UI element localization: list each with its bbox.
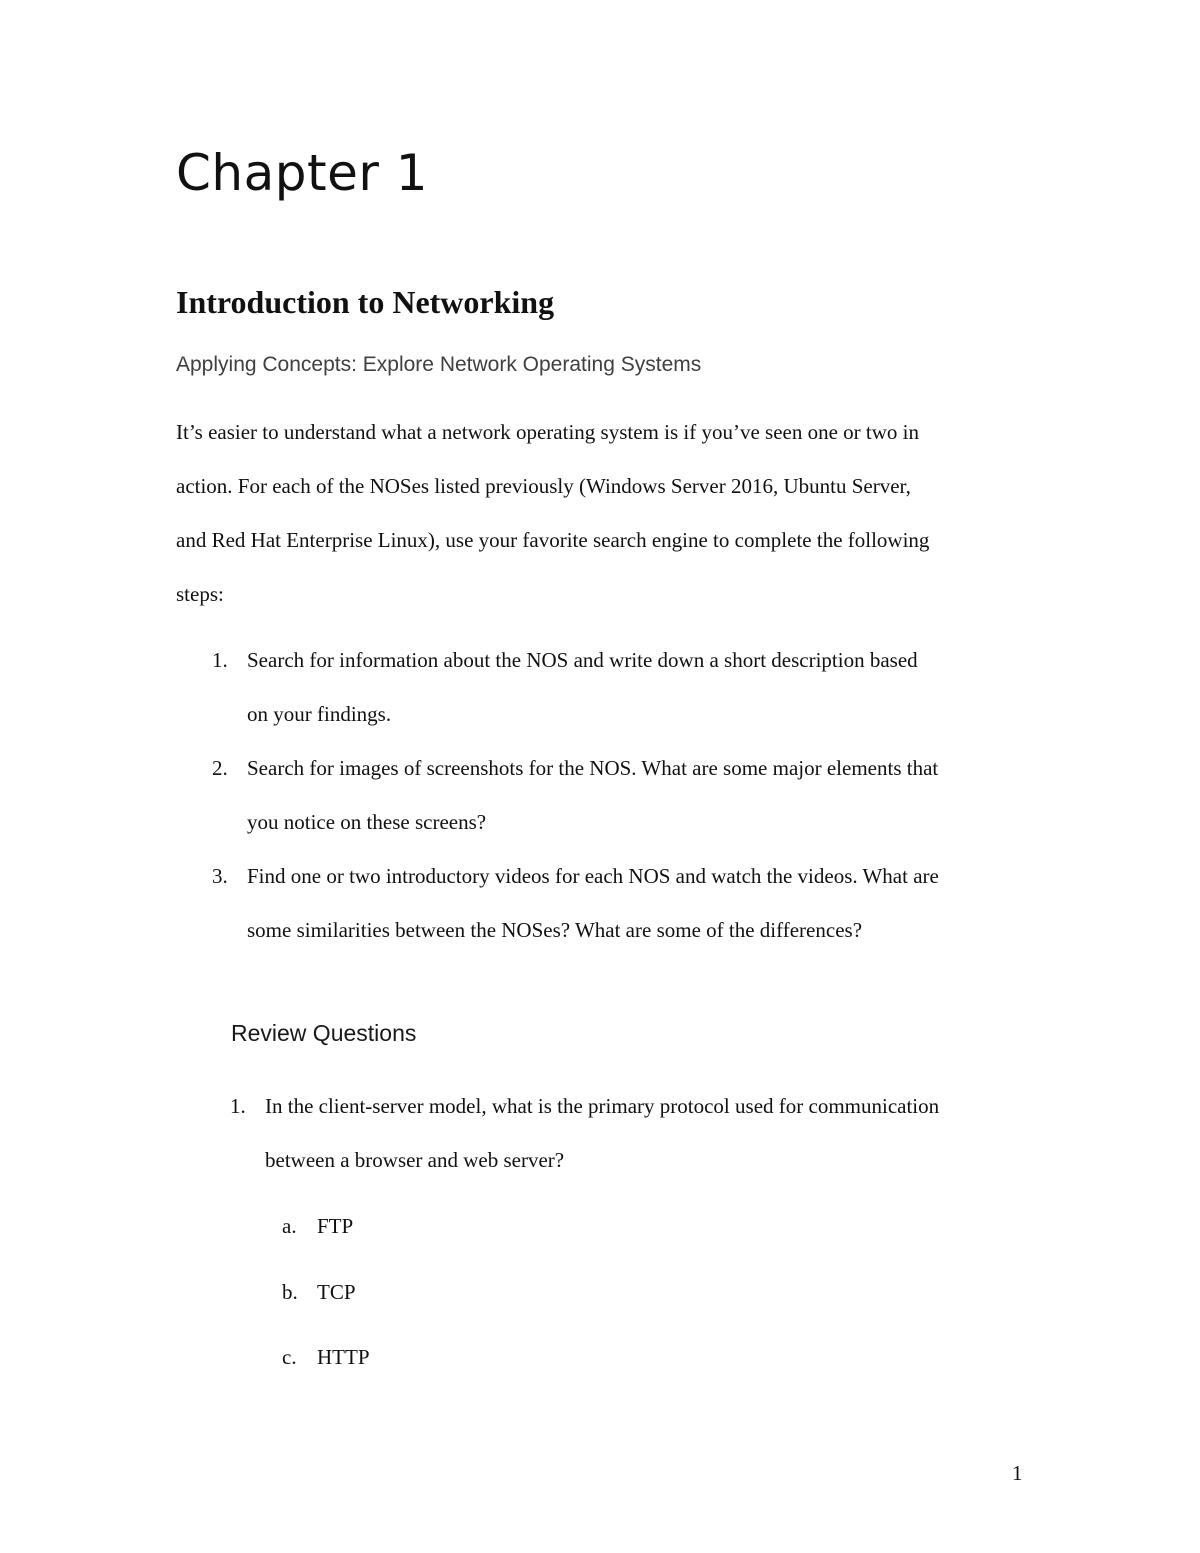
intro-paragraph-line: action. For each of the NOSes listed previously (Windows Server 2016, Ubuntu Server, bbox=[176, 474, 911, 498]
step-number: 1. bbox=[212, 648, 228, 672]
review-questions-heading: Review Questions bbox=[231, 1020, 417, 1046]
question-text-line: between a browser and web server? bbox=[265, 1148, 565, 1172]
step-text-line: some similarities between the NOSes? What are some of the differences? bbox=[247, 918, 863, 942]
option-letter: a. bbox=[282, 1214, 297, 1238]
option-text: FTP bbox=[317, 1214, 354, 1238]
question-number: 1. bbox=[230, 1094, 246, 1118]
section-title: Introduction to Networking bbox=[176, 284, 555, 320]
page-number: 1 bbox=[1012, 1461, 1023, 1485]
step-number: 2. bbox=[212, 756, 228, 780]
question-text-line: In the client-server model, what is the primary protocol used for communication bbox=[265, 1094, 940, 1118]
intro-paragraph-line: and Red Hat Enterprise Linux), use your favorite search engine to complete the following bbox=[176, 528, 930, 552]
step-text-line: on your findings. bbox=[247, 702, 392, 726]
option-text: HTTP bbox=[317, 1345, 370, 1369]
intro-paragraph-line: steps: bbox=[176, 582, 224, 606]
step-text-line: you notice on these screens? bbox=[247, 810, 487, 834]
intro-paragraph-line: It’s easier to understand what a network operating system is if you’ve seen one or two in bbox=[176, 420, 919, 444]
chapter-title: Chapter 1 bbox=[176, 144, 429, 202]
option-letter: b. bbox=[282, 1280, 298, 1304]
activity-subheading: Applying Concepts: Explore Network Operating Systems bbox=[176, 353, 702, 376]
option-letter: c. bbox=[282, 1345, 297, 1369]
step-text-line: Find one or two introductory videos for each NOS and watch the videos. What are bbox=[247, 864, 939, 888]
step-number: 3. bbox=[212, 864, 228, 888]
option-text: TCP bbox=[317, 1280, 356, 1304]
step-text-line: Search for images of screenshots for the NOS. What are some major elements that bbox=[247, 756, 939, 780]
step-text-line: Search for information about the NOS and write down a short description based bbox=[247, 648, 918, 672]
